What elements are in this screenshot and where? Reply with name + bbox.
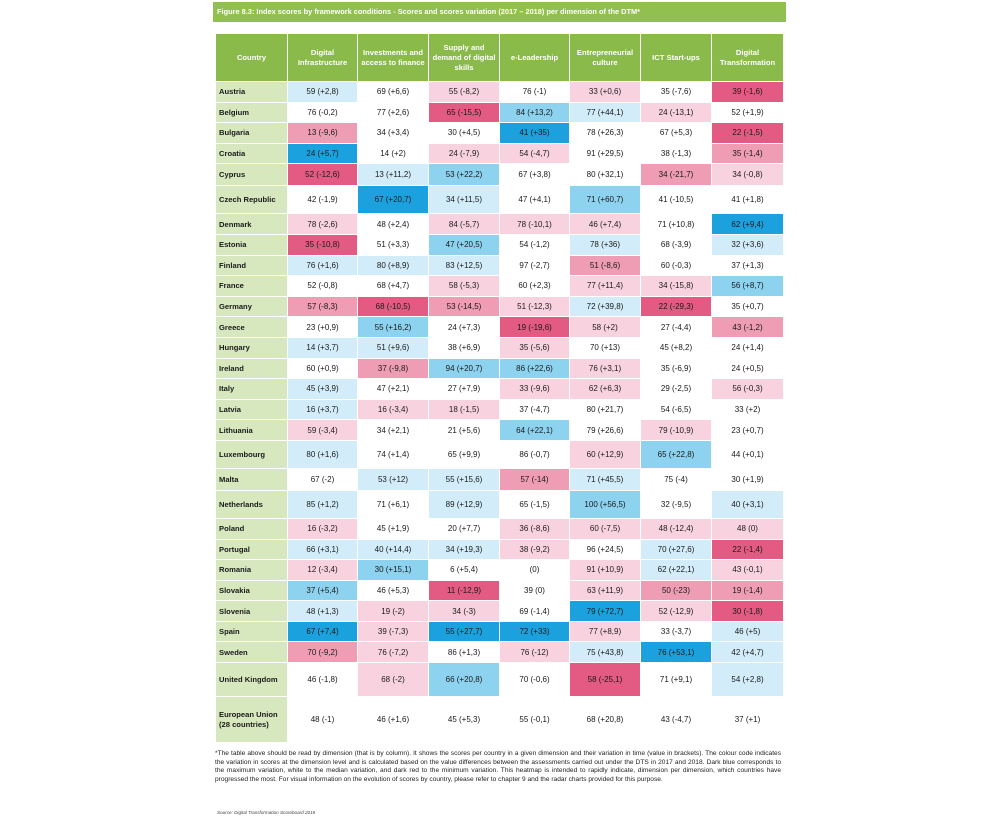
score-cell: 40 (+14,4) [358,539,429,560]
score-cell: 80 (+32,1) [570,164,641,186]
score-cell: 24 (-13,1) [641,102,712,123]
score-cell: 21 (+5,6) [429,420,500,441]
score-cell: 19 (-1,4) [712,580,784,601]
score-cell: 76 (+1,6) [288,255,358,276]
score-cell: 20 (+7,7) [429,518,500,539]
score-cell: 27 (-4,4) [641,317,712,338]
eu-country-cell: European Union (28 countries) [216,697,288,743]
score-cell: 79 (+26,6) [570,420,641,441]
table-row [216,580,784,601]
score-cell: 55 (+15,6) [429,468,500,490]
score-cell: 68 (+4,7) [358,276,429,297]
score-cell: 55 (+16,2) [358,317,429,338]
score-cell: 22 (-29,3) [641,296,712,317]
score-cell: 30 (+1,9) [712,468,784,490]
score-cell: 24 (+7,3) [429,317,500,338]
score-cell: 44 (+0,1) [712,440,784,468]
score-cell: 24 (+0,5) [712,358,784,379]
score-cell: 34 (-21,7) [641,164,712,186]
score-cell: 60 (+2,3) [500,276,570,297]
score-cell: 70 (-9,2) [288,642,358,663]
score-cell: 35 (-10,8) [288,234,358,255]
table-row [216,518,784,539]
score-cell: 51 (+9,6) [358,337,429,358]
score-cell: 35 (-5,6) [500,337,570,358]
score-cell: 55 (+27,7) [429,621,500,642]
score-cell: 77 (+11,4) [570,276,641,297]
score-cell: 91 (+29,5) [570,143,641,164]
table-row [216,317,784,338]
col-header-ict-startups: ICT Start-ups [641,34,712,82]
score-cell: 11 (-12,9) [429,580,500,601]
score-cell: 39 (-7,3) [358,621,429,642]
score-cell: 37 (-4,7) [500,399,570,420]
table-row [216,601,784,622]
score-cell: 91 (+10,9) [570,560,641,581]
score-cell: 35 (-6,9) [641,358,712,379]
score-cell: 60 (+12,9) [570,440,641,468]
score-cell: 13 (-9,6) [288,123,358,144]
score-cell: 39 (-1,6) [712,82,784,103]
country-cell: Portugal [216,539,288,560]
score-cell: 69 (-1,4) [500,601,570,622]
score-cell: 46 (+5) [712,621,784,642]
score-cell: 40 (+3,1) [712,490,784,518]
score-cell: 14 (+2) [358,143,429,164]
score-cell: 51 (-8,6) [570,255,641,276]
score-cell: 76 (-12) [500,642,570,663]
score-cell: 42 (+4,7) [712,642,784,663]
score-cell: 52 (-0,8) [288,276,358,297]
score-cell: 64 (+22,1) [500,420,570,441]
score-cell: 65 (+9,9) [429,440,500,468]
score-cell: 86 (+22,6) [500,358,570,379]
score-cell: 55 (-8,2) [429,82,500,103]
score-cell: 36 (-8,6) [500,518,570,539]
score-cell: 62 (+9,4) [712,214,784,235]
country-cell: Cyprus [216,164,288,186]
country-cell: Spain [216,621,288,642]
eu-score-cell: 45 (+5,3) [429,697,500,743]
score-cell: 38 (+6,9) [429,337,500,358]
score-cell: 77 (+2,6) [358,102,429,123]
score-cell: 76 (-7,2) [358,642,429,663]
eu-score-cell: 68 (+20,8) [570,697,641,743]
score-cell: 80 (+1,6) [288,440,358,468]
score-cell: 74 (+1,4) [358,440,429,468]
score-cell: 69 (+6,6) [358,82,429,103]
col-header-investments: Investments and access to finance [358,34,429,82]
eu-score-cell: 55 (-0,1) [500,697,570,743]
col-header-entrepreneurial-culture: Entrepreneurial culture [570,34,641,82]
score-cell: 42 (-1,9) [288,186,358,214]
score-cell: 77 (+8,9) [570,621,641,642]
country-cell: Finland [216,255,288,276]
score-cell: 29 (-2,5) [641,379,712,400]
score-cell: 79 (-10,9) [641,420,712,441]
score-cell: 19 (-19,6) [500,317,570,338]
score-cell: 58 (-5,3) [429,276,500,297]
eu-score-cell: 48 (-1) [288,697,358,743]
score-cell: 46 (-1,8) [288,663,358,697]
col-header-digital-transformation: Digital Transformation [712,34,784,82]
eu-score-cell: 43 (-4,7) [641,697,712,743]
score-cell: 71 (+9,1) [641,663,712,697]
score-cell: 24 (+5,7) [288,143,358,164]
table-row [216,468,784,490]
score-cell: 76 (-1) [500,82,570,103]
score-cell: 71 (+45,5) [570,468,641,490]
score-cell: 59 (+2,8) [288,82,358,103]
score-cell: 67 (+7,4) [288,621,358,642]
country-cell: Netherlands [216,490,288,518]
col-header-digital-infrastructure: Digital Infrastructure [288,34,358,82]
score-cell: 79 (+72,7) [570,601,641,622]
score-cell: 57 (-14) [500,468,570,490]
score-cell: 71 (+10,8) [641,214,712,235]
score-cell: 32 (-9,5) [641,490,712,518]
score-cell: 62 (+22,1) [641,560,712,581]
score-cell: 54 (-1,2) [500,234,570,255]
score-cell: 18 (-1,5) [429,399,500,420]
score-cell: 34 (+11,5) [429,186,500,214]
country-cell: Hungary [216,337,288,358]
col-header-digital-skills: Supply and demand of digital skills [429,34,500,82]
score-cell: 54 (-4,7) [500,143,570,164]
score-cell: 14 (+3,7) [288,337,358,358]
country-cell: Poland [216,518,288,539]
score-cell: 80 (+21,7) [570,399,641,420]
score-cell: 33 (+0,6) [570,82,641,103]
score-cell: 45 (+8,2) [641,337,712,358]
country-cell: Slovenia [216,601,288,622]
table-row [216,490,784,518]
score-cell: 97 (-2,7) [500,255,570,276]
score-cell: 48 (+2,4) [358,214,429,235]
score-cell: 33 (+2) [712,399,784,420]
score-cell: 47 (+20,5) [429,234,500,255]
score-cell: 71 (+60,7) [570,186,641,214]
score-cell: 56 (-0,3) [712,379,784,400]
score-cell: 48 (-12,4) [641,518,712,539]
score-cell: 23 (+0,9) [288,317,358,338]
country-cell: Germany [216,296,288,317]
table-row [216,399,784,420]
country-cell: Luxembourg [216,440,288,468]
col-header-e-leadership: e-Leadership [500,34,570,82]
table-row [216,642,784,663]
score-cell: 30 (-1,8) [712,601,784,622]
table-row [216,663,784,697]
country-cell: Latvia [216,399,288,420]
score-cell: 65 (-1,5) [500,490,570,518]
score-cell: 57 (-8,3) [288,296,358,317]
score-cell: 45 (+3,9) [288,379,358,400]
score-cell: 22 (-1,5) [712,123,784,144]
score-cell: 75 (-4) [641,468,712,490]
table-row [216,440,784,468]
eu-score-cell: 46 (+1,6) [358,697,429,743]
score-cell: 35 (-7,6) [641,82,712,103]
score-cell: 62 (+6,3) [570,379,641,400]
score-cell: 34 (+19,3) [429,539,500,560]
score-cell: 52 (+1,9) [712,102,784,123]
score-cell: 48 (+1,3) [288,601,358,622]
score-cell: 67 (+3,8) [500,164,570,186]
score-cell: 84 (+13,2) [500,102,570,123]
score-cell: 67 (+20,7) [358,186,429,214]
country-cell: Romania [216,560,288,581]
country-cell: Italy [216,379,288,400]
score-cell: 41 (-10,5) [641,186,712,214]
country-cell: Lithuania [216,420,288,441]
score-cell: 76 (+3,1) [570,358,641,379]
score-cell: 100 (+56,5) [570,490,641,518]
score-cell: 68 (-3,9) [641,234,712,255]
score-cell: 78 (-2,6) [288,214,358,235]
score-cell: 59 (-3,4) [288,420,358,441]
table-row [216,358,784,379]
table-row [216,234,784,255]
score-cell: 16 (-3,2) [288,518,358,539]
header-row [216,34,784,82]
score-cell: 96 (+24,5) [570,539,641,560]
score-cell: 37 (-9,8) [358,358,429,379]
score-cell: 70 (+13) [570,337,641,358]
score-cell: 72 (+39,8) [570,296,641,317]
score-cell: 47 (+2,1) [358,379,429,400]
score-cell: 60 (+0,9) [288,358,358,379]
score-cell: 58 (-25,1) [570,663,641,697]
score-cell: 24 (+1,4) [712,337,784,358]
country-cell: Estonia [216,234,288,255]
score-cell: 41 (+35) [500,123,570,144]
score-cell: 30 (+15,1) [358,560,429,581]
country-cell: Ireland [216,358,288,379]
score-cell: 76 (+53,1) [641,642,712,663]
score-cell: 38 (-9,2) [500,539,570,560]
score-cell: 60 (-0,3) [641,255,712,276]
score-cell: 66 (+3,1) [288,539,358,560]
score-cell: 51 (+3,3) [358,234,429,255]
figure-page [213,0,786,821]
score-cell: 65 (+22,8) [641,440,712,468]
eu-row [216,697,784,743]
score-cell: 94 (+20,7) [429,358,500,379]
score-cell: 32 (+3,6) [712,234,784,255]
score-cell: 33 (-3,7) [641,621,712,642]
score-cell: 86 (+1,3) [429,642,500,663]
score-cell: 78 (+26,3) [570,123,641,144]
score-cell: 67 (+5,3) [641,123,712,144]
score-cell: (0) [500,560,570,581]
score-cell: 45 (+1,9) [358,518,429,539]
figure-title: Figure 8.3: Index scores by framework conditions - Scores and scores variation (2017 – 2018) per dimension of the DTM* [213,2,786,22]
country-cell: Denmark [216,214,288,235]
table-row [216,164,784,186]
table-row [216,123,784,144]
score-cell: 19 (-2) [358,601,429,622]
score-cell: 38 (-1,3) [641,143,712,164]
table-row [216,143,784,164]
score-cell: 37 (+5,4) [288,580,358,601]
score-cell: 46 (+5,3) [358,580,429,601]
score-cell: 12 (-3,4) [288,560,358,581]
score-cell: 47 (+4,1) [500,186,570,214]
table-row [216,539,784,560]
score-cell: 16 (+3,7) [288,399,358,420]
score-cell: 13 (+11,2) [358,164,429,186]
score-cell: 52 (-12,6) [288,164,358,186]
table-row [216,560,784,581]
score-cell: 71 (+6,1) [358,490,429,518]
table-row [216,296,784,317]
table-row [216,102,784,123]
score-cell: 54 (-6,5) [641,399,712,420]
table-row [216,276,784,297]
score-cell: 52 (-12,9) [641,601,712,622]
table-row [216,337,784,358]
score-cell: 65 (-15,5) [429,102,500,123]
score-cell: 22 (-1,4) [712,539,784,560]
table-row [216,621,784,642]
score-cell: 27 (+7,9) [429,379,500,400]
score-cell: 34 (-0,8) [712,164,784,186]
score-cell: 34 (+2,1) [358,420,429,441]
score-cell: 70 (+27,6) [641,539,712,560]
score-cell: 35 (-1,4) [712,143,784,164]
col-header-country: Country [216,34,288,82]
score-cell: 37 (+1,3) [712,255,784,276]
score-cell: 78 (-10,1) [500,214,570,235]
score-cell: 50 (-23) [641,580,712,601]
score-cell: 34 (-15,8) [641,276,712,297]
score-cell: 89 (+12,9) [429,490,500,518]
score-cell: 33 (-9,6) [500,379,570,400]
heatmap-table [215,33,784,743]
country-cell: Czech Republic [216,186,288,214]
score-cell: 84 (-5,7) [429,214,500,235]
score-cell: 53 (+12) [358,468,429,490]
score-cell: 35 (+0,7) [712,296,784,317]
score-cell: 23 (+0,7) [712,420,784,441]
score-cell: 6 (+5,4) [429,560,500,581]
country-cell: United Kingdom [216,663,288,697]
score-cell: 34 (+3,4) [358,123,429,144]
score-cell: 56 (+8,7) [712,276,784,297]
table-row [216,82,784,103]
country-cell: Bulgaria [216,123,288,144]
score-cell: 78 (+36) [570,234,641,255]
score-cell: 43 (-1,2) [712,317,784,338]
score-cell: 53 (-14,5) [429,296,500,317]
score-cell: 76 (-0,2) [288,102,358,123]
score-cell: 54 (+2,8) [712,663,784,697]
score-cell: 48 (0) [712,518,784,539]
country-cell: Malta [216,468,288,490]
eu-score-cell: 37 (+1) [712,697,784,743]
score-cell: 70 (-0,6) [500,663,570,697]
country-cell: Sweden [216,642,288,663]
score-cell: 30 (+4,5) [429,123,500,144]
country-cell: Belgium [216,102,288,123]
score-cell: 66 (+20,8) [429,663,500,697]
country-cell: France [216,276,288,297]
score-cell: 16 (-3,4) [358,399,429,420]
score-cell: 41 (+1,8) [712,186,784,214]
country-cell: Slovakia [216,580,288,601]
score-cell: 67 (-2) [288,468,358,490]
country-cell: Greece [216,317,288,338]
score-cell: 72 (+33) [500,621,570,642]
table-body [216,82,784,743]
score-cell: 86 (-0,7) [500,440,570,468]
source-note: Source: Digital Transformation Scoreboard 2018 [217,810,316,815]
score-cell: 24 (-7,9) [429,143,500,164]
score-cell: 43 (-0,1) [712,560,784,581]
country-cell: Croatia [216,143,288,164]
score-cell: 83 (+12,5) [429,255,500,276]
score-cell: 80 (+8,9) [358,255,429,276]
table-row [216,255,784,276]
score-cell: 53 (+22,2) [429,164,500,186]
score-cell: 85 (+1,2) [288,490,358,518]
score-cell: 60 (-7,5) [570,518,641,539]
score-cell: 34 (-3) [429,601,500,622]
score-cell: 46 (+7,4) [570,214,641,235]
score-cell: 68 (-2) [358,663,429,697]
score-cell: 58 (+2) [570,317,641,338]
score-cell: 77 (+44,1) [570,102,641,123]
table-row [216,379,784,400]
score-cell: 39 (0) [500,580,570,601]
country-cell: Austria [216,82,288,103]
footnote: *The table above should be read by dimension (that is by column). It shows the scores per country in a given dimension and their variation in time (value in brackets). The colour code indicates the variation in scores at the dimension level and is calculated based on the value differences between the assessments carried out under the DTS in 2017 and 2018. Dark blue corresponds to the maximum variation, white to the median variation, and dark red to the minimum variation. This heatmap is intended to rapidly indicate, dimension per dimension, which countries have progressed the most. For visual information on the evolution of scores by country, please refer to chapter 9 and the radar charts provided for this purpose. [215,750,781,783]
score-cell: 75 (+43,8) [570,642,641,663]
score-cell: 51 (-12,3) [500,296,570,317]
table-row [216,420,784,441]
table-row [216,186,784,214]
score-cell: 63 (+11,9) [570,580,641,601]
table-row [216,214,784,235]
score-cell: 68 (-10,5) [358,296,429,317]
